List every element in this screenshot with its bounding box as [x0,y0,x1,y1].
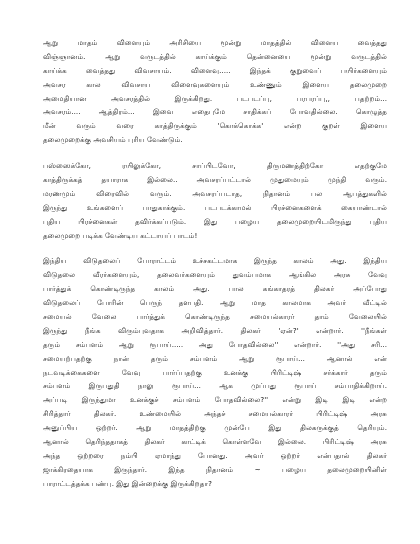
text-line: நடவடிக்கைகளை வேவு பார்ப்பதற்கு உனக்கு பிரிட்டிஷ் சர்க்கார் தரும் [43,367,387,377]
text-line: அந்த ஒற்றரை நம்பி ஏமாந்து போனது. அவர் ஒற்றர் என்பதால் திலகர் [43,450,387,460]
paragraph-3 [43,254,387,490]
text-line: அவசர கால விவசாய விளைவுகளையும் உண்ணும் இளைய தலைமுறை [43,79,387,89]
text-line: அனுப்பிய ஒற்றர். ஆறு மாதத்திற்கு முன்பே இது திலகருக்குத் தெரியும். [43,423,387,433]
document-page [43,36,387,491]
text-line: விஞ்ஞானம். ஆறு வருடத்தில் காய்க்கும் தென்னையை மூன்று வருடத்தில் [43,51,387,61]
text-line: இருந்து நீங்க விரும்புவதாக அறிவித்தார். திலகர் 'ஏன்?' என்றார். ''நீங்கள் [43,325,387,335]
text-line: பாராட்டத்தக்க பண்பு. இது இன்றைக்கு இருக்கிறதா? [43,478,212,488]
text-line: சிரித்தார் திலகர். உண்மையில் அந்தச் சமையல்காரர் பிரிட்டிஷ் அரசு [43,409,387,419]
paragraph-1 [43,36,387,147]
paragraph-gap [43,242,387,254]
text-line: அவசரம்.... ஆத்திரம்... இவை எதைபுமே சாதிக்கப் போவதில்லை. கொழுத்த [43,107,387,117]
text-line: புதிய பிரச்னைகள் தவிர்க்கப்படும். இது பழைய தலைமுறையிடமிருந்து புதிய [43,216,387,226]
text-line: ஜாக்கிரதையாக இருந்தார். இந்த நிதானம் ~ பழைய தலைமுறையினிள் [43,464,387,474]
text-line: ஆனால் தெரிந்ததாகத் திலகர் காட்டிக் கொள்ளவே இல்லை. பிரிட்டிஷ் அரசு [43,437,387,447]
text-line: அப்படி இருந்துமா உனக்குச் சம்பளம் போதவில்லை?'' என்று இடி இடி என்ற [43,395,387,405]
paragraph-gap [43,147,387,159]
text-line: தலைமுறைக்கு அவசியம் புரிய வேண்டும். [43,135,183,145]
text-line: காத்திருக்கத் தயாராக இல்லை.. அவசரப்பட்டால் முதுமையும் முந்தி வரும். [43,175,387,185]
text-line: விடுதலைப் போரின் பெருந் தளபதி. ஆறு மாத காலமாக அவர் வீட்டில் [43,298,387,308]
text-line: சமையல் வேலை பார்த்துக் கொண்டிருந்த சமையல்காரர் தாம் வேலையில் [43,312,387,322]
text-line: விடுதலை வீரர்களையும், தலைவர்களையும் துவம்பமாக ஆங்கில அரசு வேவு [43,270,387,280]
text-line: மரணமும் விரைவில் வரும். அவசரப்படாத, நிதானம் பல ஆபத்துகளில் [43,188,387,198]
text-line: தரும் சம்பளம் ஆறு ரூபாய்..... அது போதவில்லை'' என்றார். ''அது சரி... [43,339,387,349]
text-line: தலைமுறை படிக்க வேண்டிய கட்டாயப் பாடம்! [43,230,198,240]
text-line: மீன் வரும் வரை காத்திருக்கும் 'கொக்கொக்க' என்ற குறள் இளைய [43,121,387,131]
text-line: சமையற்பதற்கு நான் தரும் சம்பளம் ஆறு ரூபாய்... ஆனால் என் [43,353,387,363]
text-line: ஆறு மாதம் விளையும் அரிசியை மூன்று மாதத்தில் விளைய வைத்தது [43,38,387,47]
text-line: சம்பளம் இருபதுதி நாலு ரூபாய்... ஆக முப்பது ரூபாய் சம்பாதிக்கிறாய். [43,381,387,391]
text-line: இருந்து உங்களைப் பாதுகாக்கும். படபடக்காமல் பிரச்னைகளைக் கையாண்டால் [43,202,387,212]
text-line: பார்த்துக் கொண்டிருந்த காலம் அது. பால கங்காதரத் திலகர் அப்போது [43,284,387,294]
text-line: காய்க்க வைத்தது விவசாயம். விளைவு..... இந்தக் குறுவைப் பயிர்களையும் [43,65,387,75]
text-line: இந்திய விடுதலைப் போராட்டம் உச்சகட்டமாக இருந்த காலம் அது. இந்திய [43,256,387,266]
paragraph-2 [43,159,387,242]
text-line: அமைதியான அவசரத்தில் இருக்கிறது. படபடப்பு, பரபரப்பு,, பதற்றம்... [43,93,387,103]
text-line: பஸ்ஸைக்கோ, ரயிலுக்கோ, சாப்பிடவோ, திருமணத்திற்கோ எதற்குமே [43,161,387,171]
